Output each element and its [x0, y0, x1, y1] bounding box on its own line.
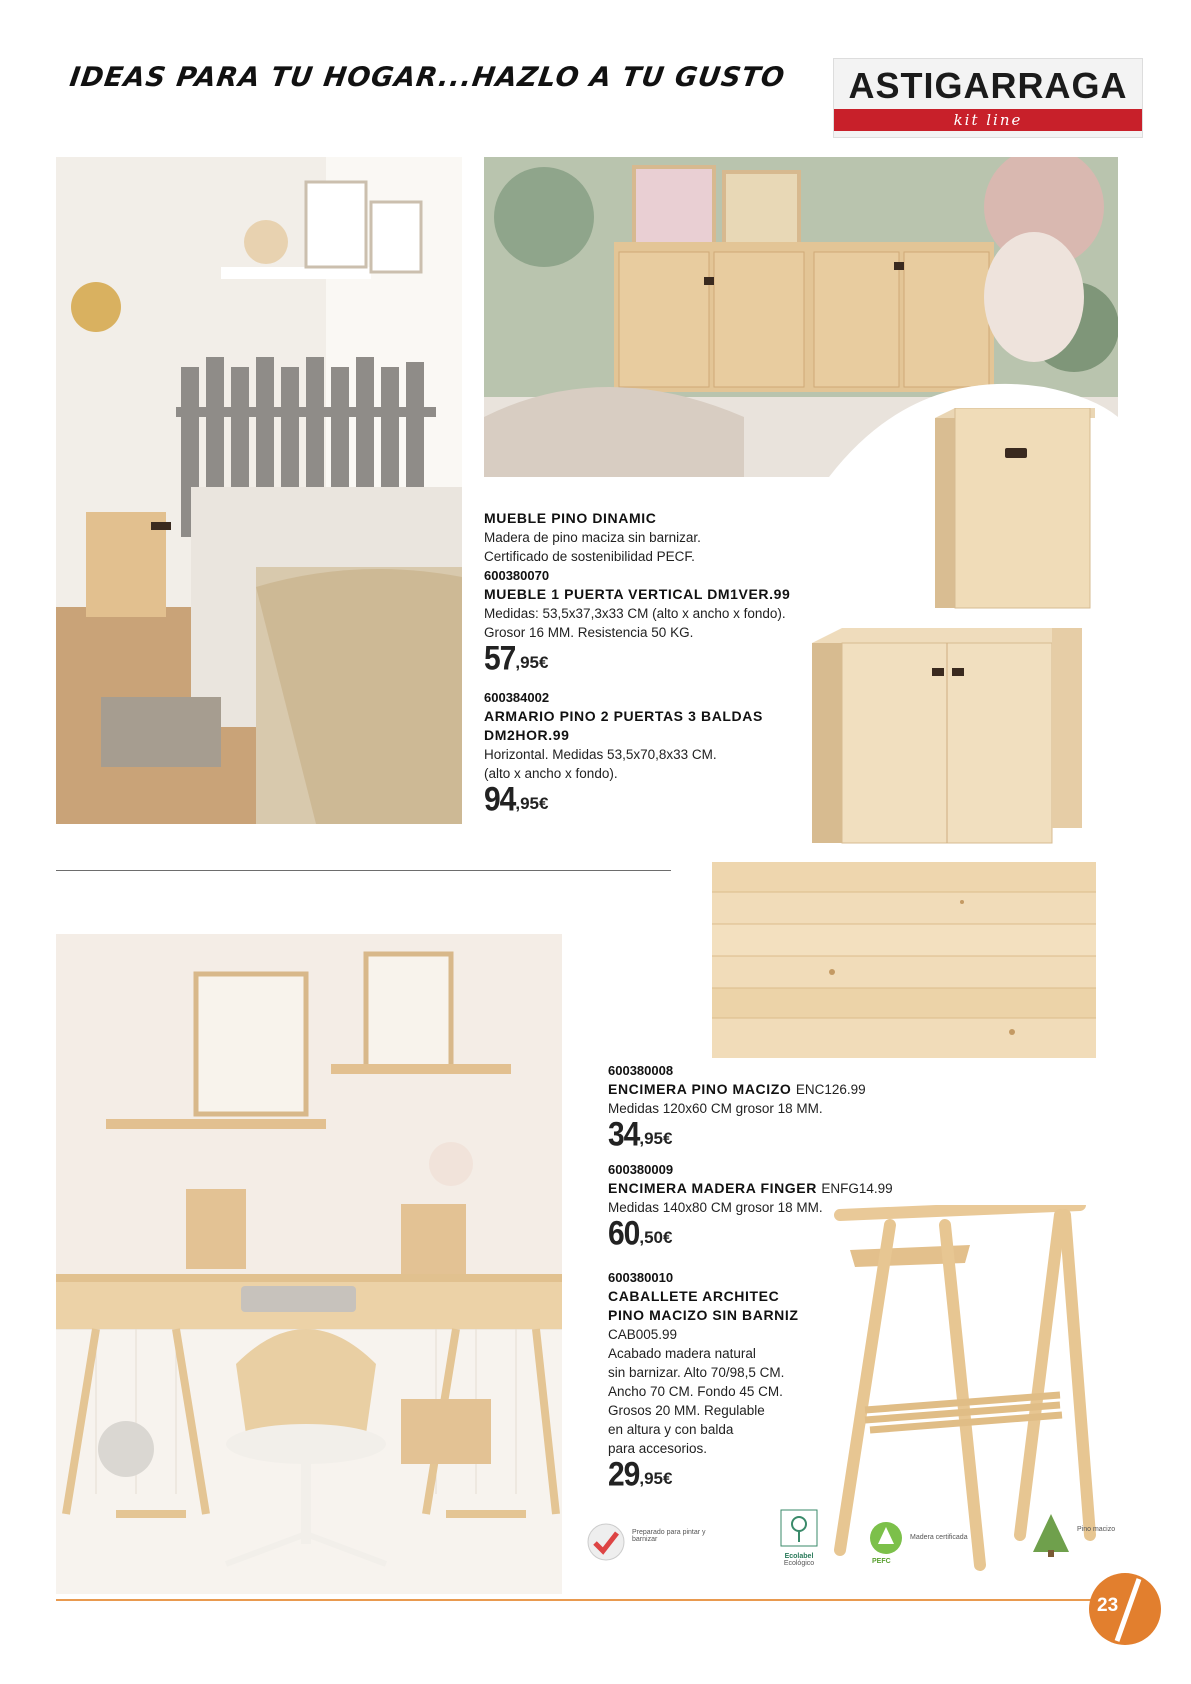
product-name: ARMARIO PINO 2 PUERTAS 3 BALDAS [484, 708, 763, 724]
brand-logo [833, 58, 1143, 138]
product-ref: CAB005.99 [608, 1327, 678, 1342]
product-price [608, 1214, 673, 1253]
cert-pefc [868, 1520, 1018, 1570]
product-desc: Madera de pino maciza sin barnizar. [484, 530, 701, 545]
cabinet-2-doors-image [812, 628, 1082, 846]
price-integer: 57 [484, 639, 516, 678]
product-code: 600380009 [608, 1162, 674, 1177]
cert-solid-pine [1031, 1512, 1141, 1562]
price-integer: 94 [484, 780, 516, 819]
product-spec: en altura y con balda [608, 1422, 734, 1437]
pine-board-image [712, 862, 1096, 1058]
cert-label: PEFC [872, 1558, 891, 1565]
product-name: MUEBLE 1 PUERTA VERTICAL DM1VER.99 [484, 586, 791, 602]
page-number-badge [1087, 1571, 1163, 1647]
product-spec: Horizontal. Medidas 53,5x70,8x33 CM. [484, 747, 717, 762]
product-spec: Medidas 120x60 CM grosor 18 MM. [608, 1101, 823, 1116]
product-ref: ENC126.99 [795, 1082, 866, 1097]
cert-label: Ecolabel [784, 1553, 814, 1560]
product-price [608, 1455, 673, 1494]
cert-ecolabel [767, 1508, 831, 1583]
checkmark-icon [586, 1522, 626, 1562]
product-name: PINO MACIZO SIN BARNIZ [608, 1307, 799, 1323]
pefc-tree-icon [868, 1520, 904, 1556]
price-integer: 34 [608, 1115, 640, 1154]
product-spec: Grosos 20 MM. Regulable [608, 1403, 765, 1418]
price-integer: 60 [608, 1214, 640, 1253]
page-number: 23 [1097, 1595, 1119, 1616]
product-spec: Acabado madera natural [608, 1346, 756, 1361]
product-spec: Grosor 16 MM. Resistencia 50 KG. [484, 625, 694, 640]
product-spec: sin barnizar. Alto 70/98,5 CM. [608, 1365, 785, 1380]
product-code: 600380008 [608, 1063, 674, 1078]
price-decimal: ,95€ [639, 1469, 673, 1488]
ecolabel-flower-icon [779, 1508, 819, 1548]
product-name: ENCIMERA PINO MACIZO [608, 1081, 792, 1097]
cert-sub: Madera certificada [910, 1534, 968, 1541]
product-name: ENCIMERA MADERA FINGER [608, 1180, 817, 1196]
cert-sub: Ecológico [783, 1560, 815, 1567]
product-spec: Medidas 140x80 CM grosor 18 MM. [608, 1200, 823, 1215]
product-price [484, 780, 549, 819]
cert-label: Preparado para pintar y barnizar [632, 1529, 706, 1543]
pine-tree-icon [1031, 1512, 1071, 1558]
footer-line [56, 1599, 1096, 1601]
product-ref: ENFG14.99 [821, 1181, 893, 1196]
product-code: 600384002 [484, 690, 550, 705]
product-spec: (alto x ancho x fondo). [484, 766, 618, 781]
cabinet-1-door-image [930, 408, 1095, 613]
product-spec: Medidas: 53,5x37,3x33 CM (alto x ancho x fondo). [484, 606, 786, 621]
price-decimal: ,50€ [639, 1228, 673, 1247]
page-headline: IDEAS PARA TU HOGAR...HAZLO A TU GUSTO [67, 62, 788, 93]
bedroom-photo [56, 157, 462, 824]
price-integer: 29 [608, 1455, 640, 1494]
product-price [608, 1115, 673, 1154]
cert-label: Pino macizo [1077, 1526, 1116, 1533]
product-spec: para accesorios. [608, 1441, 708, 1456]
price-decimal: ,95€ [515, 794, 549, 813]
logo-tagline: kit line [834, 109, 1142, 131]
product-name-line [608, 1081, 866, 1099]
product-name-line [608, 1180, 893, 1198]
product-name: CABALLETE ARCHITEC [608, 1288, 780, 1304]
section-divider [56, 870, 671, 871]
product-title: MUEBLE PINO DINAMIC [484, 510, 657, 526]
product-code: 600380010 [608, 1270, 674, 1285]
product-desc: Certificado de sostenibilidad PECF. [484, 549, 695, 564]
price-decimal: ,95€ [639, 1129, 673, 1148]
product-spec: Ancho 70 CM. Fondo 45 CM. [608, 1384, 783, 1399]
cert-paintable [586, 1517, 746, 1567]
price-decimal: ,95€ [515, 653, 549, 672]
product-price [484, 639, 549, 678]
product-code: 600380070 [484, 568, 550, 583]
desk-photo [56, 934, 562, 1594]
logo-name: ASTIGARRAGA [848, 65, 1128, 106]
product-name: DM2HOR.99 [484, 727, 570, 743]
